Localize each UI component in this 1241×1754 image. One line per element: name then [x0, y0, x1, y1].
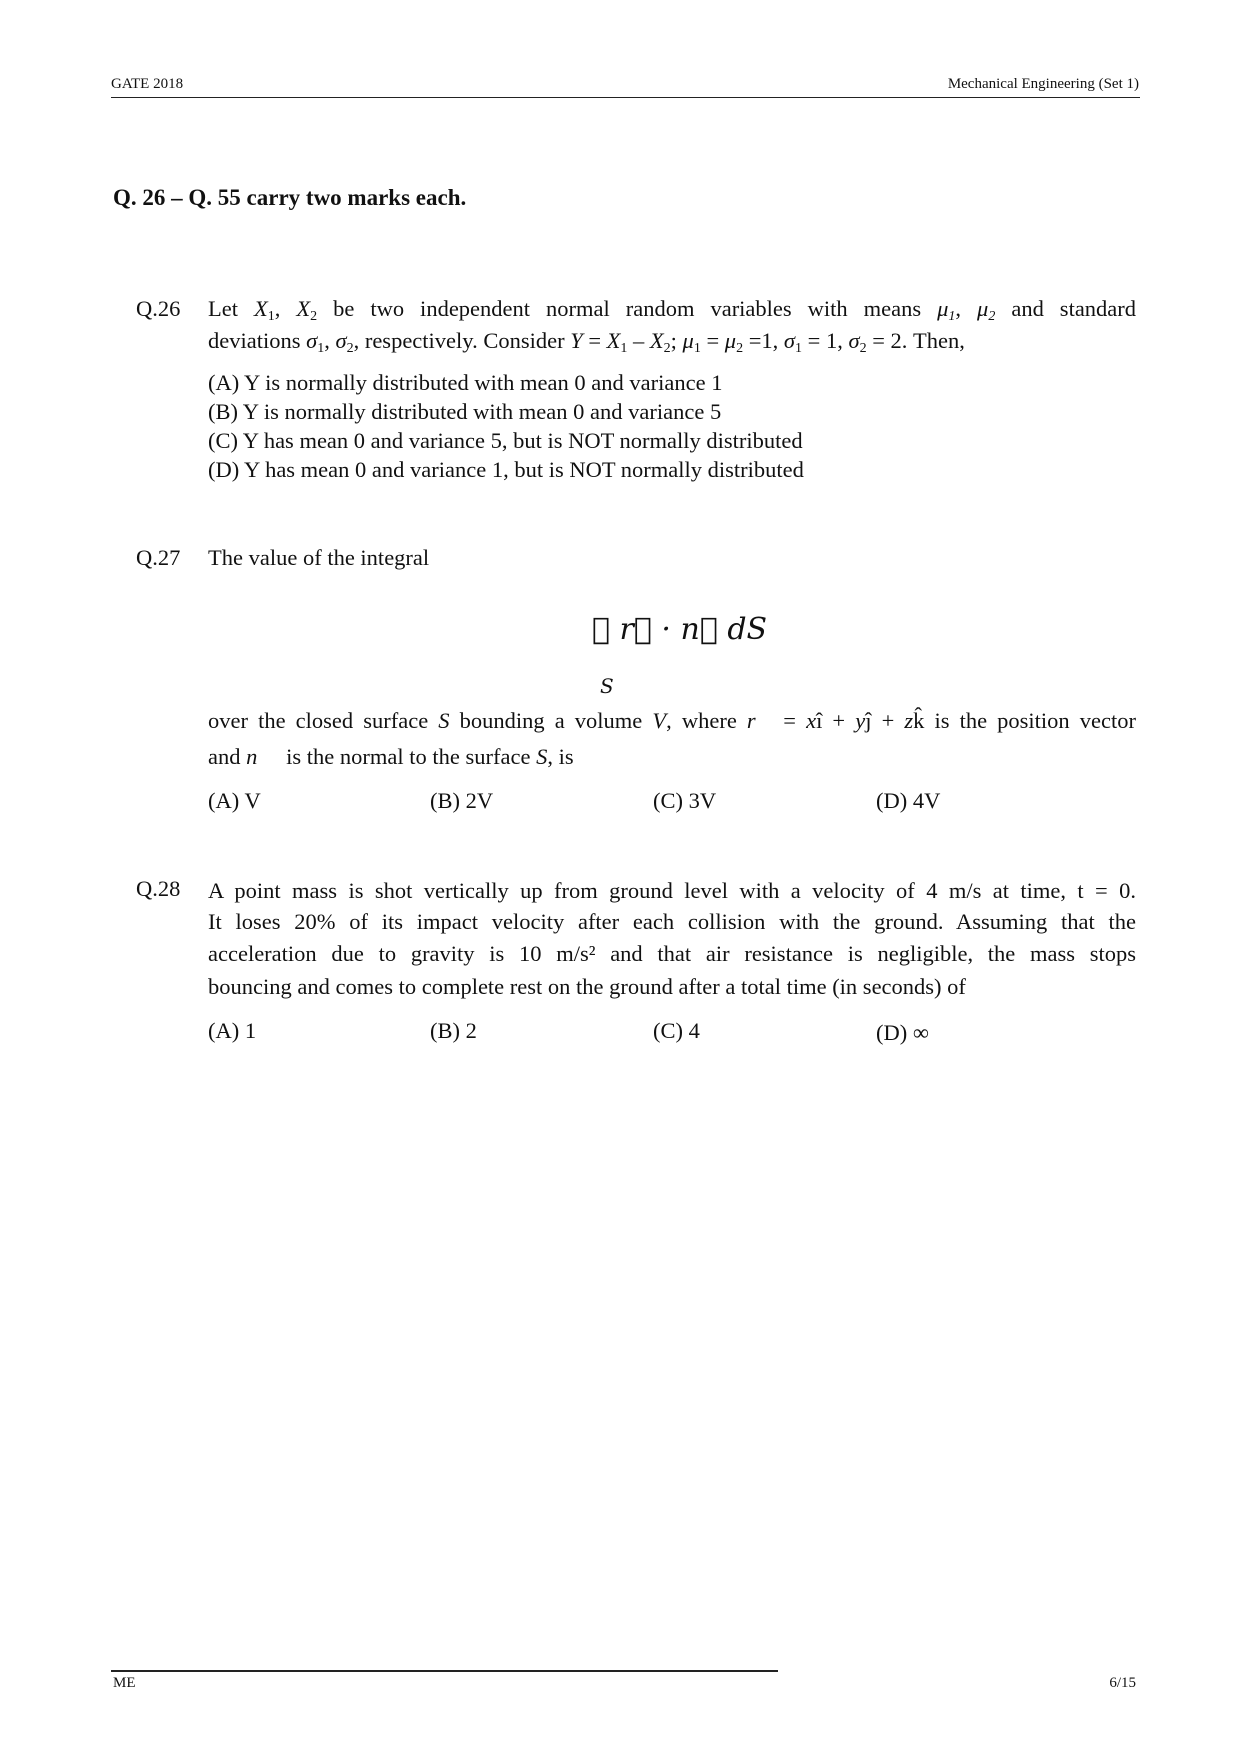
option-b: (B) 2	[430, 1018, 477, 1043]
question-text-line: bouncing and comes to complete rest on the ground after a total time (in seconds) of	[208, 974, 966, 999]
header-paper: Mechanical Engineering (Set 1)	[947, 76, 1139, 92]
footer-paper-code: ME	[113, 1675, 136, 1691]
question-intro: The value of the integral	[208, 545, 430, 570]
option-b: (B) 2V	[430, 788, 494, 813]
question-text-line: deviations $\sigma_1$, $\sigma_2$, respectively. Consider $Y = X_1 - X_2$; $\mu_1 = \mu_2 =1$, $\sigma_1 = 1$, $\sigma_2 = 2$. Then,	[208, 328, 965, 356]
header-rule	[111, 97, 1140, 98]
integral-expression: ∯ r⃗ · n⃗ dS	[592, 612, 768, 647]
question-number: Q.28	[136, 876, 181, 901]
header-exam: GATE 2018	[111, 76, 184, 92]
section-title: Q. 26 – Q. 55 carry two marks each.	[113, 185, 467, 210]
footer-rule	[111, 1670, 778, 1672]
question-text-line: over the closed surface S bounding a volume V, where r⃗ = xî + yĵ + zk̂ is the position vector	[208, 708, 1136, 733]
option-d: (D) 4V	[876, 788, 941, 813]
option-d: (D) ∞	[876, 1020, 929, 1045]
option-a: (A) 1	[208, 1018, 257, 1043]
question-number: Q.26	[136, 296, 181, 321]
question-number: Q.27	[136, 545, 181, 570]
option-c: (C) 3V	[653, 788, 717, 813]
option-b: (B) Y is normally distributed with mean 0 and variance 5	[208, 399, 722, 424]
option-d: (D) Y has mean 0 and variance 1, but is NOT normally distributed	[208, 457, 804, 482]
question-text-line: Let $X_1$, $X_2$ be two independent normal random variables with means $\mu_1$, $\mu_2$ and standard	[208, 296, 1137, 324]
question-text-line: and n⃗ is the normal to the surface S, is	[208, 744, 574, 769]
question-text-line: acceleration due to gravity is 10 m/s² and that air resistance is negligible, the mass stops	[208, 941, 1136, 966]
integral-limit: S	[600, 674, 614, 698]
option-a: (A) Y is normally distributed with mean 0 and variance 1	[208, 370, 723, 395]
question-text-line: It loses 20% of its impact velocity after each collision with the ground. Assuming that the	[208, 909, 1136, 934]
option-c: (C) Y has mean 0 and variance 5, but is NOT normally distributed	[208, 428, 803, 453]
page-number: 6/15	[1109, 1675, 1136, 1691]
option-a: (A) V	[208, 788, 261, 813]
option-c: (C) 4	[653, 1018, 700, 1043]
question-text-line: A point mass is shot vertically up from ground level with a velocity of 4 m/s at time, t = 0.	[208, 878, 1136, 903]
